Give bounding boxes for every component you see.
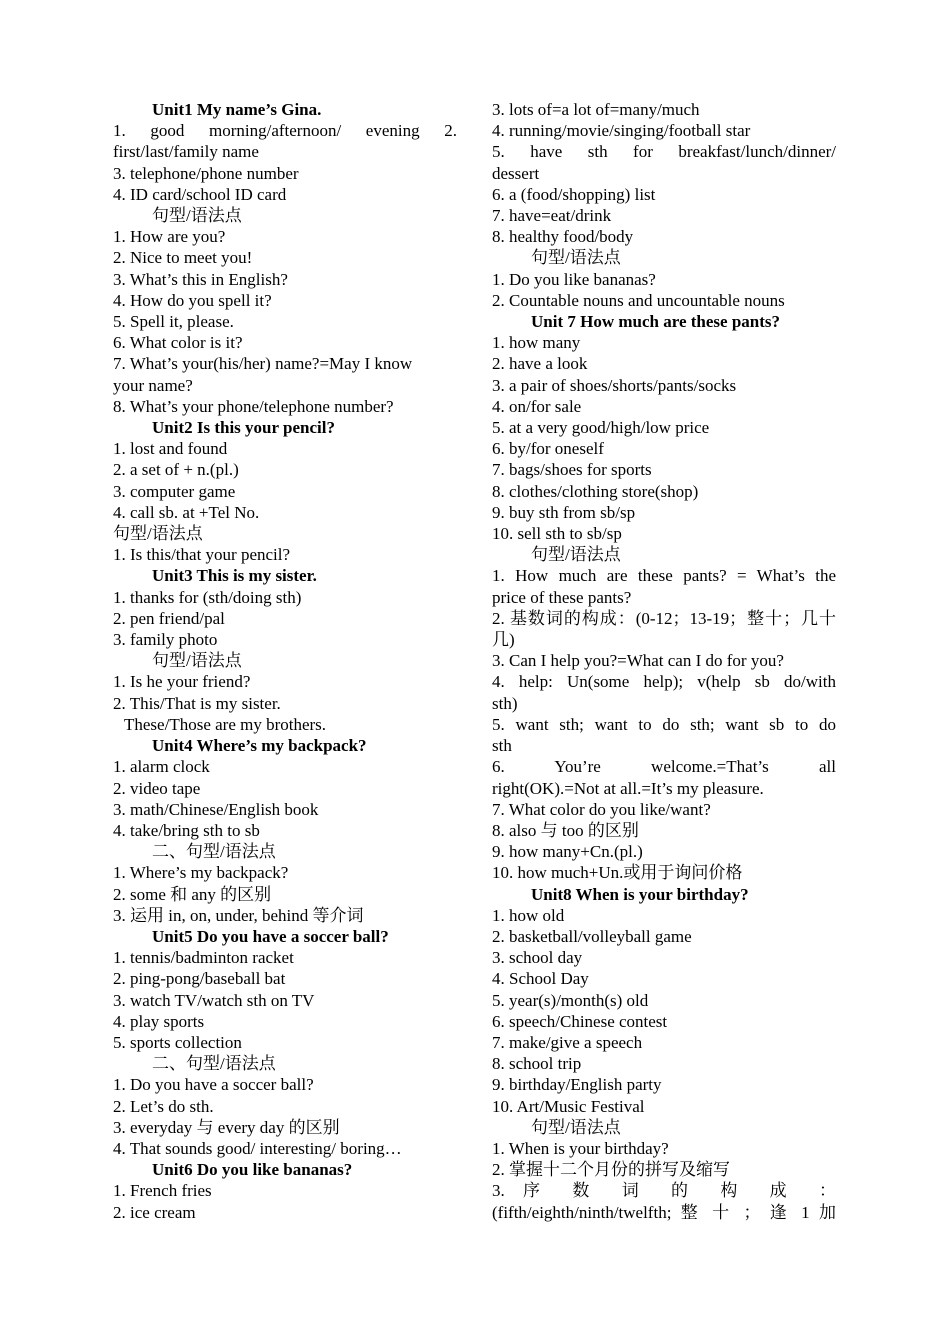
left-line: 3. watch TV/watch sth on TV [113, 990, 315, 1010]
left-unit-heading: Unit1 My name’s Gina. [152, 100, 322, 119]
left-section-label: 句型/语法点 [152, 651, 242, 671]
left-column [113, 99, 457, 1223]
right-line: 3. Can I help you?=What can I do for you? [492, 651, 784, 671]
left-line: 6. What color is it? [113, 333, 243, 353]
right-line: 2. basketball/volleyball game [492, 926, 692, 946]
left-line: 句型/语法点 [113, 524, 203, 544]
left-line: 1. good morning/afternoon/ evening 2. [113, 121, 457, 141]
right-line: 1. Do you like bananas? [492, 269, 656, 289]
left-line: 3. family photo [113, 630, 218, 650]
right-line: sth) [492, 693, 518, 713]
right-line: price of these pants? [492, 587, 632, 607]
right-unit-heading: Unit8 When is your birthday? [531, 884, 749, 904]
left-line: 4. That sounds good/ interesting/ boring… [113, 1138, 402, 1158]
left-line: 4. take/bring sth to sb [113, 820, 260, 840]
right-line: 7. make/give a speech [492, 1032, 643, 1052]
left-unit-heading: Unit5 Do you have a soccer ball? [152, 926, 389, 946]
right-line: 8. healthy food/body [492, 227, 634, 247]
right-line: (fifth/eighth/ninth/twelfth; 整 十 ； 逢 1 加 [492, 1202, 836, 1222]
right-section-label: 句型/语法点 [531, 545, 621, 565]
right-line: 7. have=eat/drink [492, 206, 612, 226]
left-line: 2. some 和 any 的区别 [113, 884, 272, 904]
left-line: 2. Let’s do sth. [113, 1096, 214, 1116]
right-line: 5. year(s)/month(s) old [492, 990, 649, 1010]
right-line: right(OK).=Not at all.=It’s my pleasure. [492, 778, 764, 798]
left-line: 2. video tape [113, 778, 201, 798]
right-line: 4. on/for sale [492, 396, 582, 416]
left-line: 1. tennis/badminton racket [113, 948, 294, 968]
right-unit-heading: Unit 7 How much are these pants? [531, 312, 781, 332]
left-line: 1. lost and found [113, 439, 228, 459]
right-line: 1. How much are these pants? = What’s the [492, 566, 836, 586]
left-line: 4. How do you spell it? [113, 290, 272, 310]
left-line: 3. everyday 与 every day 的区别 [113, 1117, 340, 1137]
right-line: 6. by/for oneself [492, 439, 604, 459]
left-section-label: 二、句型/语法点 [152, 842, 276, 862]
right-line: 9. buy sth from sb/sp [492, 502, 636, 522]
right-section-label: 句型/语法点 [531, 1117, 621, 1137]
right-line: 4. help: Un(some help); v(help sb do/with [492, 672, 836, 692]
right-line: 10. Art/Music Festival [492, 1096, 645, 1116]
left-line: 1. How are you? [113, 227, 226, 247]
left-line: 2. ping-pong/baseball bat [113, 969, 286, 989]
left-line: 1. French fries [113, 1181, 212, 1201]
left-line: 2. a set of + n.(pl.) [113, 460, 239, 480]
right-line: 8. also 与 too 的区别 [492, 820, 639, 840]
right-line: 2. have a look [492, 354, 588, 374]
left-line: 4. ID card/school ID card [113, 184, 287, 204]
left-unit-heading: Unit4 Where’s my backpack? [152, 736, 367, 756]
right-line: 1. When is your birthday? [492, 1138, 669, 1158]
right-line: 5. at a very good/high/low price [492, 418, 710, 438]
left-line: 2. Nice to meet you! [113, 248, 253, 268]
right-line: 8. clothes/clothing store(shop) [492, 481, 699, 501]
left-line: 3. telephone/phone number [113, 163, 299, 183]
right-line: 3. lots of=a lot of=many/much [492, 100, 700, 119]
right-line: 3. 序 数 词 的 构 成 ： [492, 1181, 836, 1201]
right-line: 3. a pair of shoes/shorts/pants/socks [492, 375, 737, 395]
left-line: 7. What’s your(his/her) name?=May I know [113, 354, 413, 374]
right-line: 6. speech/Chinese contest [492, 1011, 668, 1031]
right-section-label: 句型/语法点 [531, 248, 621, 268]
right-line: 9. birthday/English party [492, 1075, 662, 1095]
right-line: 2. Countable nouns and uncountable nouns [492, 290, 785, 310]
left-line: These/Those are my brothers. [124, 714, 327, 734]
right-line: 9. how many+Cn.(pl.) [492, 842, 643, 862]
left-line: 2. This/That is my sister. [113, 693, 281, 713]
left-line: 1. Is this/that your pencil? [113, 545, 291, 565]
right-line: 7. What color do you like/want? [492, 799, 711, 819]
left-line: your name? [113, 375, 193, 395]
left-line: 4. call sb. at +Tel No. [113, 502, 260, 522]
right-line: 10. sell sth to sb/sp [492, 524, 622, 544]
left-line: 3. computer game [113, 481, 236, 501]
right-line: 6. a (food/shopping) list [492, 184, 656, 204]
right-line: 8. school trip [492, 1054, 582, 1074]
right-line: 3. school day [492, 948, 583, 968]
left-unit-heading: Unit6 Do you like bananas? [152, 1160, 353, 1180]
right-line: 4. running/movie/singing/football star [492, 121, 751, 141]
right-line: sth [492, 736, 512, 756]
right-line: dessert [492, 163, 540, 183]
left-line: 1. alarm clock [113, 757, 210, 777]
right-line: 7. bags/shoes for sports [492, 460, 652, 480]
left-section-label: 二、句型/语法点 [152, 1054, 276, 1074]
left-line: 3. math/Chinese/English book [113, 799, 319, 819]
right-line: 几) [492, 630, 515, 650]
left-line: 5. sports collection [113, 1032, 242, 1052]
right-line: 5. want sth; want to do sth; want sb to do [492, 714, 836, 734]
right-line: 2. 掌握十二个月份的拼写及缩写 [492, 1160, 730, 1180]
right-column [492, 99, 836, 1223]
right-line: 1. how old [492, 905, 565, 925]
right-line: 2. 基数词的构成：(0-12；13-19；整十；几十 [492, 608, 836, 628]
left-unit-heading: Unit3 This is my sister. [152, 566, 317, 586]
right-line: 6. You’re welcome.=That’s all [492, 757, 836, 777]
right-line: 5. have sth for breakfast/lunch/dinner/ [492, 142, 836, 162]
left-line: 4. play sports [113, 1011, 205, 1031]
left-line: 1. Do you have a soccer ball? [113, 1075, 314, 1095]
left-line: 1. thanks for (sth/doing sth) [113, 587, 302, 607]
right-line: 4. School Day [492, 969, 589, 989]
left-line: 2. ice cream [113, 1202, 196, 1222]
right-line: 1. how many [492, 333, 581, 353]
left-line: 8. What’s your phone/telephone number? [113, 396, 394, 416]
right-line: 10. how much+Un.或用于询问价格 [492, 863, 743, 883]
left-line: 5. Spell it, please. [113, 312, 234, 332]
left-line: first/last/family name [113, 142, 259, 162]
left-line: 3. 运用 in, on, under, behind 等介词 [113, 905, 364, 925]
left-line: 2. pen friend/pal [113, 608, 225, 628]
left-line: 1. Where’s my backpack? [113, 863, 289, 883]
left-line: 3. What’s this in English? [113, 269, 288, 289]
left-section-label: 句型/语法点 [152, 206, 242, 226]
left-line: 1. Is he your friend? [113, 672, 251, 692]
left-unit-heading: Unit2 Is this your pencil? [152, 418, 335, 438]
